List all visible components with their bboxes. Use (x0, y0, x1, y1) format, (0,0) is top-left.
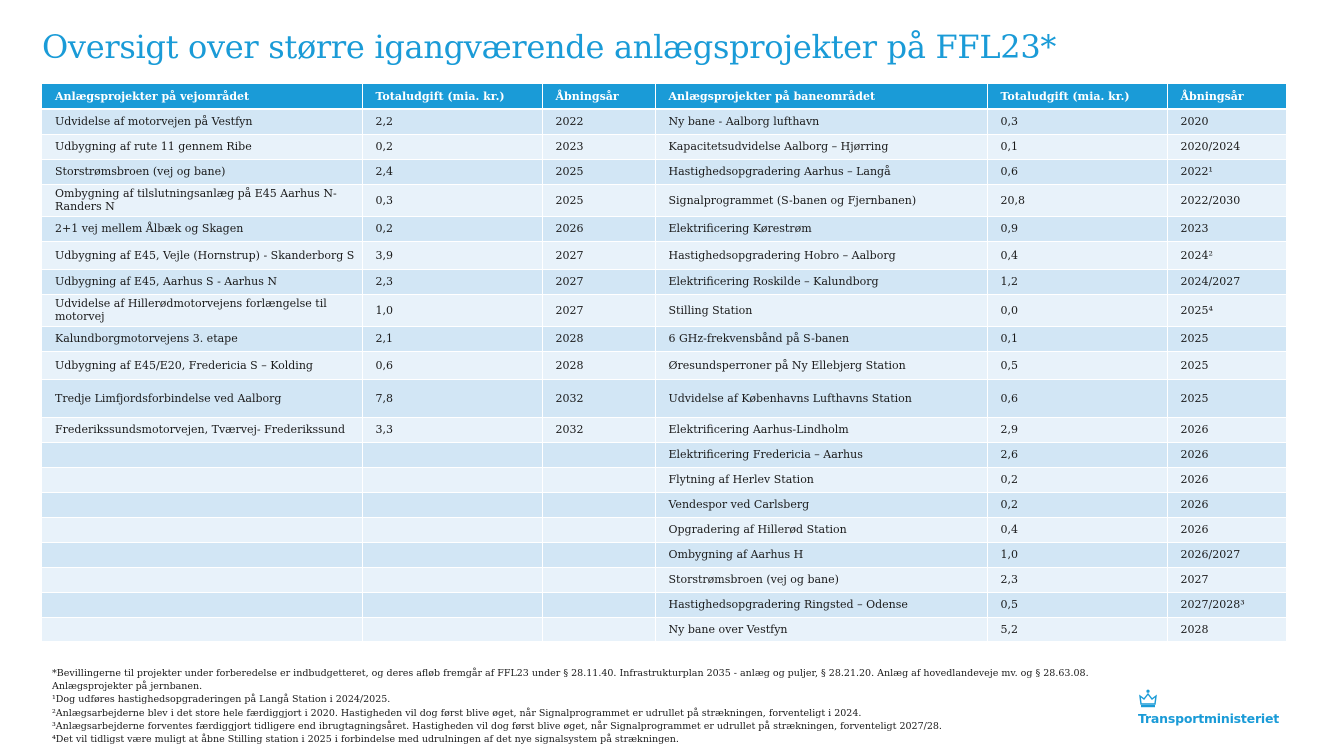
cell-road-year: 2028 (542, 326, 655, 351)
cell-road-project: Udbygning af rute 11 gennem Ribe (42, 134, 362, 159)
cell-road-year: 2027 (542, 269, 655, 294)
cell-rail-year: 2026/2027 (1167, 542, 1286, 567)
cell-road-cost (362, 542, 542, 567)
cell-rail-cost: 2,3 (987, 567, 1167, 592)
cell-rail-cost: 2,6 (987, 442, 1167, 467)
page-title: Oversigt over større igangværende anlægsprojekter på FFL23* (42, 28, 1057, 66)
cell-road-project (42, 592, 362, 617)
cell-rail-project: Hastighedsopgradering Aarhus – Langå (655, 159, 987, 184)
cell-rail-project: Storstrømsbroen (vej og bane) (655, 567, 987, 592)
cell-road-cost: 7,8 (362, 379, 542, 417)
cell-rail-year: 2026 (1167, 517, 1286, 542)
cell-road-project: Kalundborgmotorvejens 3. etape (42, 326, 362, 351)
cell-road-cost: 2,1 (362, 326, 542, 351)
cell-rail-cost: 0,0 (987, 294, 1167, 326)
cell-road-project: Frederikssundsmotorvejen, Tværvej- Frederikssund (42, 417, 362, 442)
table-row (42, 159, 1286, 184)
cell-road-project: Udbygning af E45/E20, Fredericia S – Kolding (42, 351, 362, 379)
table-row (42, 517, 1286, 542)
cell-road-cost: 1,0 (362, 294, 542, 326)
cell-road-cost (362, 517, 542, 542)
cell-rail-year: 2027 (1167, 567, 1286, 592)
cell-rail-project: Elektrificering Fredericia – Aarhus (655, 442, 987, 467)
cell-rail-year: 2023 (1167, 216, 1286, 241)
cell-rail-cost: 0,4 (987, 517, 1167, 542)
cell-rail-cost: 1,0 (987, 542, 1167, 567)
table-row (42, 326, 1286, 351)
cell-rail-year: 2026 (1167, 467, 1286, 492)
cell-rail-project: Elektrificering Roskilde – Kalundborg (655, 269, 987, 294)
cell-road-project: Storstrømsbroen (vej og bane) (42, 159, 362, 184)
cell-rail-project: Vendespor ved Carlsberg (655, 492, 987, 517)
footnotes (52, 667, 1089, 746)
cell-road-project (42, 567, 362, 592)
cell-rail-year: 2025 (1167, 379, 1286, 417)
table-row (42, 294, 1286, 326)
cell-rail-cost: 0,6 (987, 159, 1167, 184)
cell-road-project: Udvidelse af motorvejen på Vestfyn (42, 109, 362, 134)
table-row (42, 567, 1286, 592)
cell-rail-project: Opgradering af Hillerød Station (655, 517, 987, 542)
cell-road-project (42, 442, 362, 467)
cell-rail-year: 2020/2024 (1167, 134, 1286, 159)
cell-rail-project: Hastighedsopgradering Ringsted – Odense (655, 592, 987, 617)
cell-road-year: 2027 (542, 241, 655, 269)
cell-road-year (542, 517, 655, 542)
cell-rail-project: Hastighedsopgradering Hobro – Aalborg (655, 241, 987, 269)
header-road-project: Anlægsprojekter på vejområdet (42, 84, 362, 109)
cell-road-year: 2025 (542, 159, 655, 184)
cell-road-year: 2032 (542, 417, 655, 442)
cell-rail-year: 2026 (1167, 417, 1286, 442)
cell-rail-project: Signalprogrammet (S-banen og Fjernbanen) (655, 184, 987, 216)
header-rail-cost: Totaludgift (mia. kr.) (987, 84, 1167, 109)
cell-road-project (42, 467, 362, 492)
cell-rail-year: 2024² (1167, 241, 1286, 269)
table-row (42, 492, 1286, 517)
cell-rail-cost: 5,2 (987, 617, 1167, 641)
cell-rail-year: 2025 (1167, 326, 1286, 351)
cell-road-year: 2028 (542, 351, 655, 379)
cell-rail-project: Ombygning af Aarhus H (655, 542, 987, 567)
cell-road-cost: 0,2 (362, 134, 542, 159)
cell-rail-project: Udvidelse af Københavns Lufthavns Station (655, 379, 987, 417)
cell-rail-project: Elektrificering Kørestrøm (655, 216, 987, 241)
cell-rail-project: Stilling Station (655, 294, 987, 326)
projects-table (42, 84, 1286, 642)
cell-road-project: Udbygning af E45, Aarhus S - Aarhus N (42, 269, 362, 294)
cell-road-year (542, 567, 655, 592)
cell-road-year (542, 542, 655, 567)
table-row (42, 379, 1286, 417)
cell-road-cost: 3,3 (362, 417, 542, 442)
cell-rail-cost: 20,8 (987, 184, 1167, 216)
cell-road-cost: 2,3 (362, 269, 542, 294)
cell-rail-year: 2025⁴ (1167, 294, 1286, 326)
cell-rail-project: Flytning af Herlev Station (655, 467, 987, 492)
cell-rail-year: 2026 (1167, 442, 1286, 467)
cell-road-year (542, 442, 655, 467)
cell-road-project: Udvidelse af Hillerødmotorvejens forlængelse til motorvej (42, 294, 362, 326)
crown-icon (1138, 689, 1158, 713)
table-row (42, 442, 1286, 467)
cell-road-cost: 0,6 (362, 351, 542, 379)
footnote-3: ³Anlægsarbejderne forventes færdiggjort tidligere end ibrugtagningsåret. Hastigheden vil dog først blive øget, når Signalprogrammet er udrullet på strækningen, forventeligt 2027/28. (52, 720, 942, 732)
cell-rail-project: Ny bane - Aalborg lufthavn (655, 109, 987, 134)
footnote-2: ²Anlægsarbejderne blev i det store hele færdiggjort i 2020. Hastigheden vil dog først blive øget, når Signalprogrammet er udrullet på strækningen, forventeligt i 2024. (52, 707, 862, 719)
table-row (42, 417, 1286, 442)
cell-rail-cost: 2,9 (987, 417, 1167, 442)
cell-road-project (42, 542, 362, 567)
table-row (42, 241, 1286, 269)
cell-road-year (542, 617, 655, 641)
table-header-row (42, 84, 1286, 109)
cell-road-project (42, 517, 362, 542)
cell-road-year: 2023 (542, 134, 655, 159)
table-row (42, 351, 1286, 379)
cell-road-cost (362, 442, 542, 467)
cell-rail-cost: 1,2 (987, 269, 1167, 294)
table-row (42, 216, 1286, 241)
cell-road-year (542, 592, 655, 617)
cell-rail-year: 2024/2027 (1167, 269, 1286, 294)
cell-road-cost (362, 492, 542, 517)
cell-road-year: 2032 (542, 379, 655, 417)
cell-road-cost: 2,2 (362, 109, 542, 134)
cell-road-cost: 0,2 (362, 216, 542, 241)
table-row (42, 269, 1286, 294)
cell-rail-cost: 0,2 (987, 467, 1167, 492)
table-row (42, 542, 1286, 567)
cell-rail-year: 2025 (1167, 351, 1286, 379)
cell-road-year (542, 492, 655, 517)
cell-road-cost (362, 592, 542, 617)
header-rail-project: Anlægsprojekter på baneområdet (655, 84, 987, 109)
footnote-star: *Bevillingerne til projekter under forberedelse er indbudgetteret, og deres afløb fremgår af FFL23 under § 28.11.40. Infrastrukturplan 2035 - anlæg og puljer, § 28.21.20. Anlæg af hovedlandeveje mv. og § 28.63.08. (52, 668, 1089, 679)
cell-rail-cost: 0,2 (987, 492, 1167, 517)
cell-rail-cost: 0,4 (987, 241, 1167, 269)
table-row (42, 617, 1286, 641)
cell-rail-cost: 0,5 (987, 592, 1167, 617)
cell-rail-project: 6 GHz-frekvensbånd på S-banen (655, 326, 987, 351)
cell-rail-year: 2022/2030 (1167, 184, 1286, 216)
cell-road-year: 2022 (542, 109, 655, 134)
cell-rail-year: 2028 (1167, 617, 1286, 641)
cell-road-project (42, 617, 362, 641)
footnote-1: ¹Dog udføres hastighedsopgraderingen på Langå Station i 2024/2025. (52, 694, 391, 706)
cell-road-cost (362, 567, 542, 592)
cell-rail-year: 2020 (1167, 109, 1286, 134)
cell-road-year: 2025 (542, 184, 655, 216)
cell-road-cost: 3,9 (362, 241, 542, 269)
cell-road-cost: 0,3 (362, 184, 542, 216)
cell-rail-project: Elektrificering Aarhus-Lindholm (655, 417, 987, 442)
cell-road-project (42, 492, 362, 517)
cell-rail-project: Ny bane over Vestfyn (655, 617, 987, 641)
table-row (42, 592, 1286, 617)
table-row (42, 184, 1286, 216)
cell-rail-year: 2022¹ (1167, 159, 1286, 184)
cell-rail-cost: 0,9 (987, 216, 1167, 241)
table-row (42, 134, 1286, 159)
cell-road-project: Ombygning af tilslutningsanlæg på E45 Aarhus N-Randers N (42, 184, 362, 216)
cell-road-project: Tredje Limfjordsforbindelse ved Aalborg (42, 379, 362, 417)
cell-rail-year: 2026 (1167, 492, 1286, 517)
header-rail-year: Åbningsår (1167, 84, 1286, 109)
cell-rail-cost: 0,3 (987, 109, 1167, 134)
cell-road-cost (362, 467, 542, 492)
cell-rail-cost: 0,5 (987, 351, 1167, 379)
cell-road-cost (362, 617, 542, 641)
cell-road-year (542, 467, 655, 492)
cell-road-project: Udbygning af E45, Vejle (Hornstrup) - Skanderborg S (42, 241, 362, 269)
logo-text: Transportministeriet (1138, 711, 1280, 726)
cell-rail-project: Kapacitetsudvidelse Aalborg – Hjørring (655, 134, 987, 159)
header-road-year: Åbningsår (542, 84, 655, 109)
cell-road-year: 2026 (542, 216, 655, 241)
header-road-cost: Totaludgift (mia. kr.) (362, 84, 542, 109)
cell-road-project: 2+1 vej mellem Ålbæk og Skagen (42, 216, 362, 241)
cell-rail-year: 2027/2028³ (1167, 592, 1286, 617)
cell-road-year: 2027 (542, 294, 655, 326)
cell-road-cost: 2,4 (362, 159, 542, 184)
cell-rail-project: Øresundsperroner på Ny Ellebjerg Station (655, 351, 987, 379)
cell-rail-cost: 0,1 (987, 326, 1167, 351)
footnote-star-cont: Anlægsprojekter på jernbanen. (52, 681, 203, 693)
footnote-4: ⁴Det vil tidligst være muligt at åbne Stilling station i 2025 i forbindelse med udrulningen af det nye signalsystem på strækningen. (52, 734, 679, 746)
table-row (42, 109, 1286, 134)
table-row (42, 467, 1286, 492)
cell-rail-cost: 0,1 (987, 134, 1167, 159)
cell-rail-cost: 0,6 (987, 379, 1167, 417)
